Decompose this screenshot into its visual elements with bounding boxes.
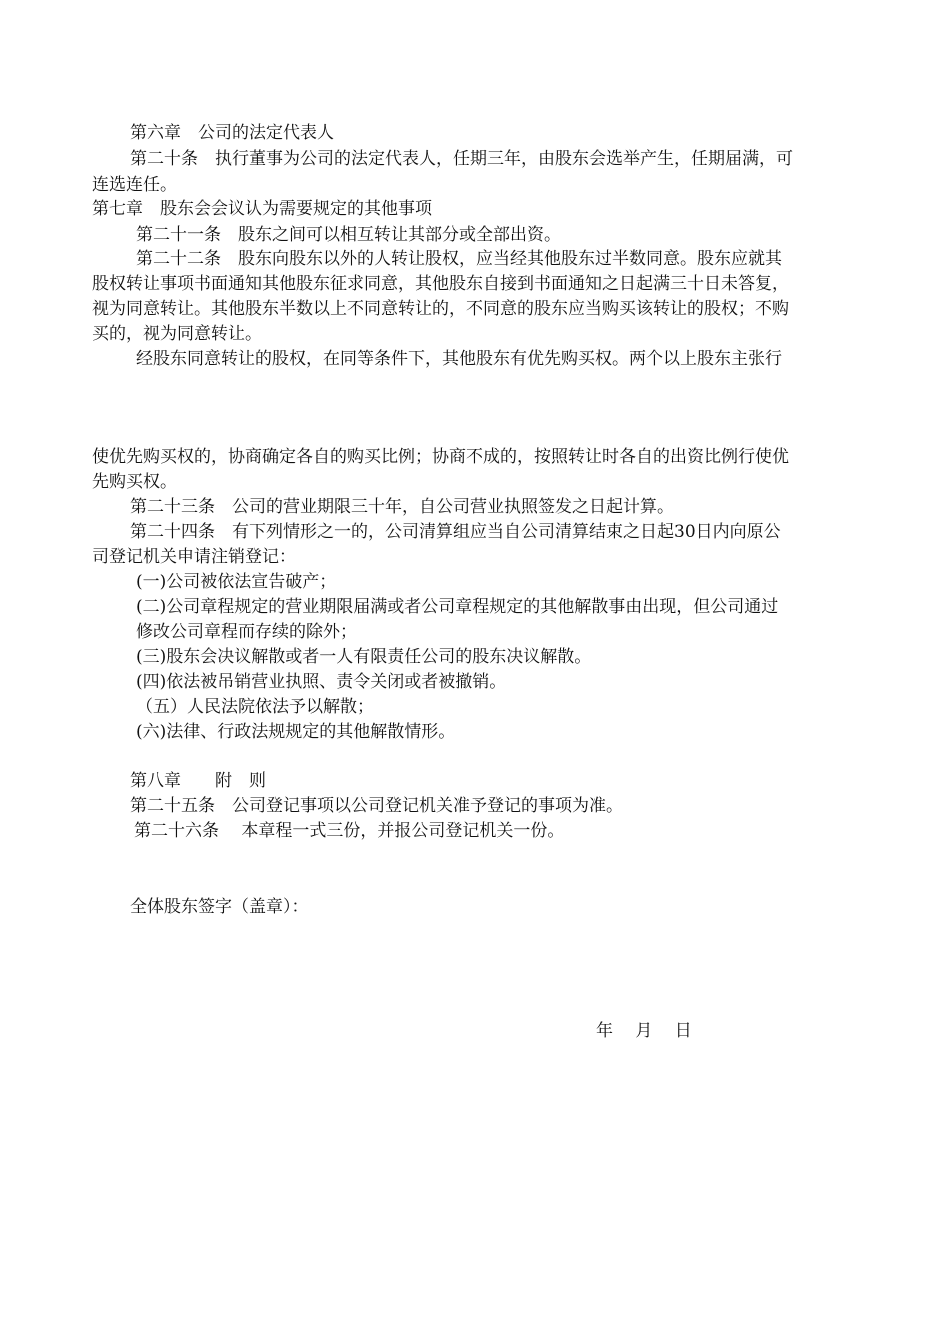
article22-line2: 股权转让事项书面通知其他股东征求同意，其他股东自接到书面通知之日起满三十日未答复，	[92, 274, 789, 294]
article21: 第二十一条 股东之间可以相互转让其部分或全部出资。	[136, 225, 561, 245]
article26: 第二十六条 本章程一式三份，并报公司登记机关一份。	[134, 821, 565, 841]
article22-para2-line1: 经股东同意转让的股权，在同等条件下，其他股东有优先购买权。两个以上股东主张行	[136, 349, 782, 369]
list-item-4: (四)依法被吊销营业执照、责令关闭或者被撤销。	[136, 672, 507, 692]
article20-line2: 连选连任。	[92, 175, 177, 195]
list-item-2-line2: 修改公司章程而存续的除外；	[136, 622, 357, 642]
article24-line2: 司登记机关申请注销登记：	[92, 547, 296, 567]
article22-para2-line3: 先购买权。	[92, 472, 177, 492]
article23: 第二十三条 公司的营业期限三十年，自公司营业执照签发之日起计算。	[130, 497, 674, 517]
list-item-3: (三)股东会决议解散或者一人有限责任公司的股东决议解散。	[136, 647, 592, 667]
list-item-6: (六)法律、行政法规规定的其他解散情形。	[136, 722, 456, 742]
list-item-2-line1: (二)公司章程规定的营业期限届满或者公司章程规定的其他解散事由出现，但公司通过	[136, 597, 779, 617]
list-item-1: (一)公司被依法宣告破产；	[136, 572, 337, 592]
article22-line4: 买的，视为同意转让。	[92, 324, 262, 344]
chapter6-title: 第六章 公司的法定代表人	[130, 123, 334, 143]
article22-line1: 第二十二条 股东向股东以外的人转让股权，应当经其他股东过半数同意。股东应就其	[136, 249, 782, 269]
chapter8-title: 第八章 附 则	[130, 771, 266, 791]
signature-line: 全体股东签字（盖章）：	[130, 897, 309, 917]
article24-line1: 第二十四条 有下列情形之一的，公司清算组应当自公司清算结束之日起30日内向原公	[130, 522, 781, 542]
article22-line3: 视为同意转让。其他股东半数以上不同意转让的，不同意的股东应当购买该转让的股权；不购	[92, 299, 789, 319]
article25: 第二十五条 公司登记事项以公司登记机关准予登记的事项为准。	[130, 796, 623, 816]
list-item-5: （五）人民法院依法予以解散；	[136, 697, 374, 717]
date-line: 年 月 日	[596, 1021, 692, 1041]
chapter7-title: 第七章 股东会会议认为需要规定的其他事项	[92, 199, 432, 219]
article20-line1: 第二十条 执行董事为公司的法定代表人，任期三年，由股东会选举产生，任期届满，可	[130, 149, 793, 169]
article22-para2-line2: 使优先购买权的，协商确定各自的购买比例；协商不成的，按照转让时各自的出资比例行使优	[92, 447, 789, 467]
